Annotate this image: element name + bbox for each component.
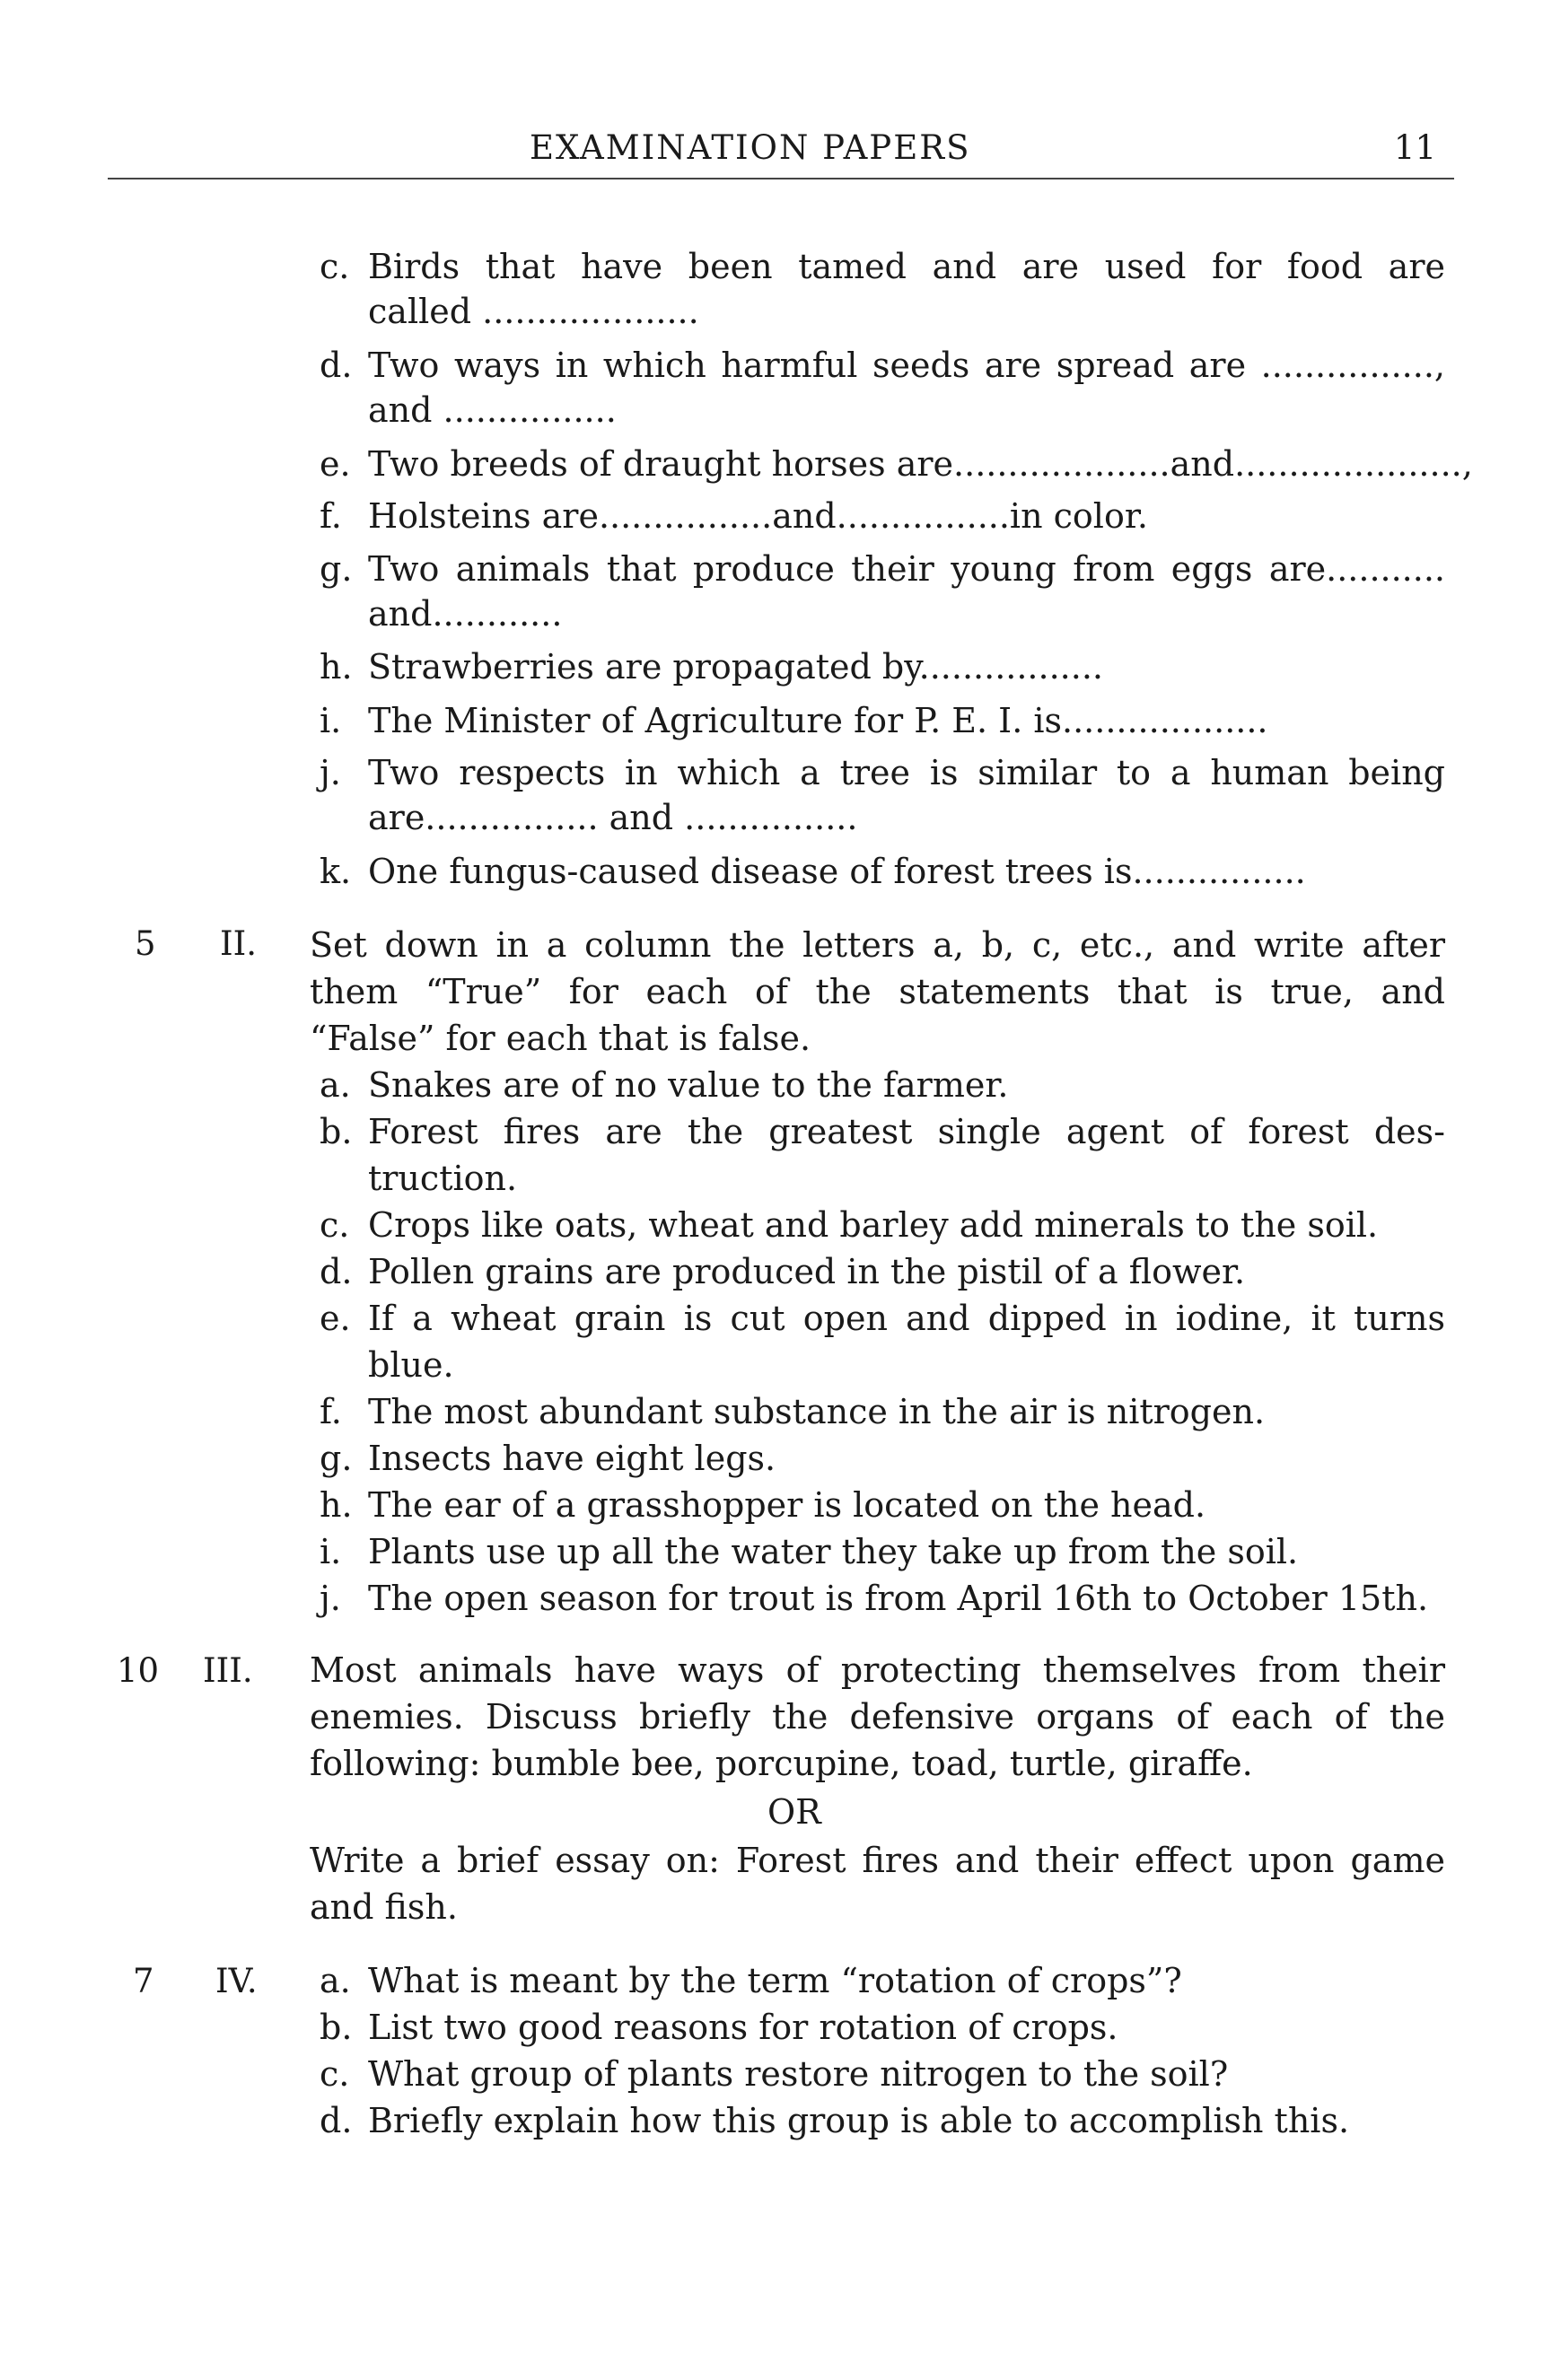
- item-text: Birds that have been tamed and are used for food are: [368, 247, 1445, 286]
- item-letter: d.: [320, 346, 353, 385]
- item-text: Strawberries are propagated by.................: [368, 647, 1103, 687]
- item-text: blue.: [368, 1345, 454, 1385]
- item-letter: e.: [320, 1299, 351, 1338]
- or-separator: OR: [767, 1792, 821, 1832]
- item-text: Holsteins are................and................in color.: [368, 496, 1148, 536]
- item-letter: b.: [320, 1112, 353, 1151]
- item-text: The Minister of Agriculture for P. E. I. is...................: [368, 701, 1268, 740]
- page-number: 11: [1393, 128, 1436, 167]
- item-text: What group of plants restore nitrogen to the soil?: [368, 2054, 1229, 2094]
- question-text: Write a brief essay on: Forest fires and their effect upon game: [310, 1841, 1445, 1880]
- item-letter: h.: [320, 1485, 353, 1525]
- item-letter: h.: [320, 647, 353, 687]
- question-text: Set down in a column the letters a, b, c, etc., and write after: [310, 925, 1445, 965]
- item-text: Two respects in which a tree is similar to a human being: [368, 753, 1445, 792]
- header-title: EXAMINATION PAPERS: [530, 128, 971, 167]
- item-letter: e.: [320, 444, 351, 484]
- item-text: and............: [368, 594, 563, 634]
- item-text: called ....................: [368, 292, 699, 331]
- question-text: following: bumble bee, porcupine, toad, turtle, giraffe.: [310, 1744, 1253, 1783]
- question-marks: 7: [133, 1962, 154, 2000]
- question-number: III.: [203, 1651, 253, 1690]
- item-text: Forest fires are the greatest single agent of forest des-: [368, 1112, 1445, 1151]
- item-letter: c.: [320, 247, 350, 286]
- item-text: truction.: [368, 1159, 518, 1198]
- question-text: Most animals have ways of protecting themselves from their: [310, 1650, 1445, 1690]
- question-text: enemies. Discuss briefly the defensive organs of each of the: [310, 1697, 1445, 1737]
- question-marks: 5: [135, 924, 156, 963]
- item-text: and ................: [368, 390, 617, 430]
- item-text: Plants use up all the water they take up from the soil.: [368, 1532, 1299, 1571]
- item-letter: j.: [320, 753, 341, 792]
- question-number: IV.: [215, 1962, 258, 2000]
- item-text: Crops like oats, wheat and barley add minerals to the soil.: [368, 1205, 1379, 1245]
- item-letter: f.: [320, 496, 342, 536]
- item-letter: i.: [320, 701, 342, 740]
- page-header: [108, 128, 1436, 182]
- item-letter: b.: [320, 2008, 353, 2047]
- item-text: The open season for trout is from April 16th to October 15th.: [368, 1579, 1429, 1618]
- question-text: and fish.: [310, 1887, 458, 1927]
- item-letter: d.: [320, 2101, 353, 2140]
- item-letter: c.: [320, 2054, 350, 2094]
- item-text: If a wheat grain is cut open and dipped in iodine, it turns: [368, 1299, 1445, 1338]
- item-text: Snakes are of no value to the farmer.: [368, 1065, 1009, 1105]
- item-letter: c.: [320, 1205, 350, 1245]
- item-text: Insects have eight legs.: [368, 1439, 776, 1478]
- item-text: Briefly explain how this group is able to accomplish this.: [368, 2101, 1350, 2140]
- question-number: II.: [220, 924, 257, 963]
- item-text: The most abundant substance in the air is nitrogen.: [368, 1392, 1266, 1431]
- item-letter: f.: [320, 1392, 342, 1431]
- item-text: Two animals that produce their young from eggs are...........: [368, 549, 1445, 589]
- item-letter: g.: [320, 549, 353, 589]
- item-text: The ear of a grasshopper is located on the head.: [368, 1485, 1206, 1525]
- question-marks: 10: [117, 1651, 160, 1690]
- item-letter: i.: [320, 1532, 342, 1571]
- question-text: them “True” for each of the statements that is true, and: [310, 972, 1445, 1011]
- item-text: Pollen grains are produced in the pistil of a flower.: [368, 1252, 1246, 1291]
- item-text: Two breeds of draught horses are....................and.....................,: [368, 444, 1473, 484]
- item-letter: d.: [320, 1252, 353, 1291]
- item-letter: g.: [320, 1439, 353, 1478]
- header-rule: [108, 178, 1454, 179]
- item-letter: j.: [320, 1579, 341, 1618]
- item-letter: a.: [320, 1065, 351, 1105]
- item-text: Two ways in which harmful seeds are spread are ................,: [368, 346, 1445, 385]
- item-text: List two good reasons for rotation of crops.: [368, 2008, 1118, 2047]
- item-text: What is meant by the term “rotation of crops”?: [368, 1961, 1182, 2000]
- item-letter: k.: [320, 852, 352, 891]
- item-text: One fungus-caused disease of forest trees is................: [368, 852, 1306, 891]
- item-text: are................ and ................: [368, 798, 858, 837]
- question-text: “False” for each that is false.: [310, 1019, 811, 1058]
- item-letter: a.: [320, 1961, 351, 2000]
